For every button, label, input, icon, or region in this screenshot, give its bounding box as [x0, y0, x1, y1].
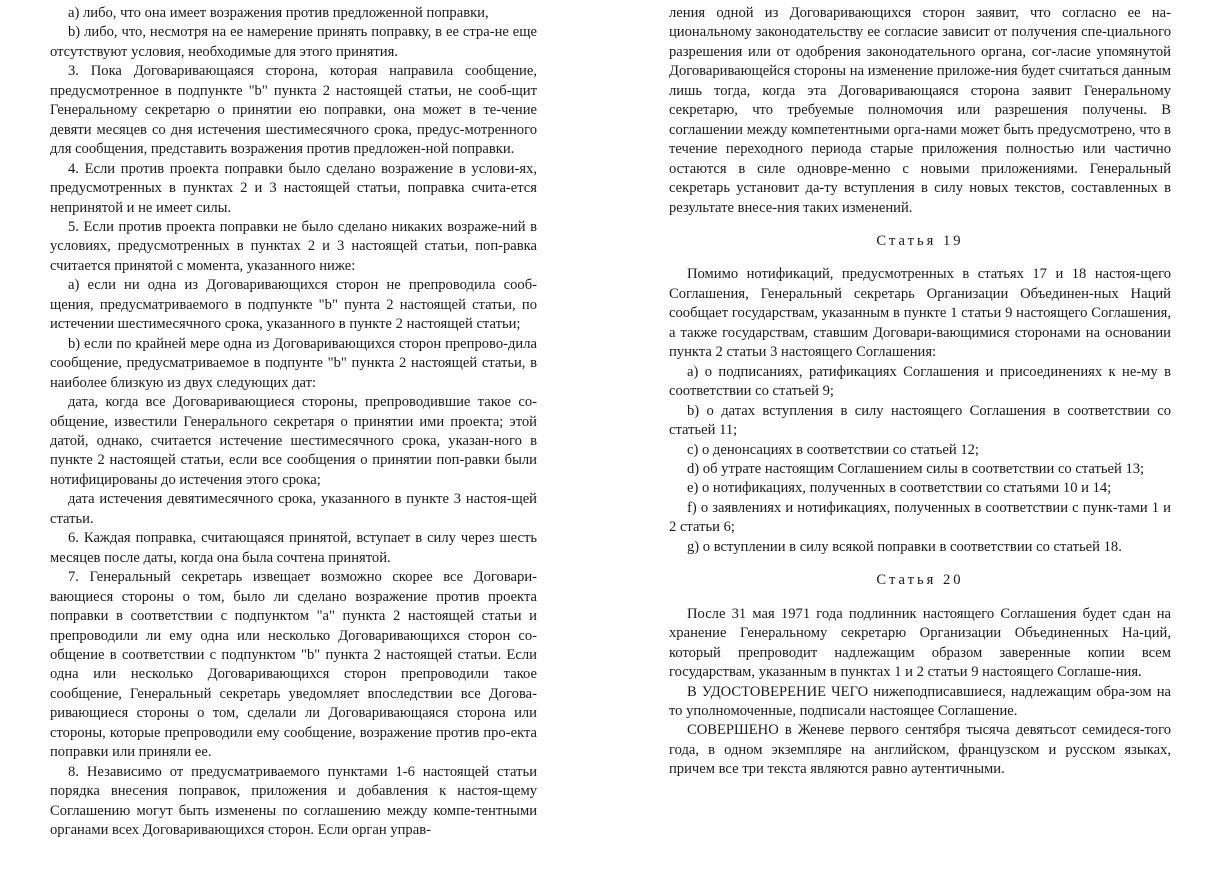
paragraph-8-continued: ления одной из Договаривающихся сторон заявит, что согласно ее на-циональному законодательству ее согласие зависит от получения спе-циального разрешения или от одобрения законодательного органа, сог-ласие упомянутой Договаривающейся стороны на изменение приложе-ния будет считаться данным лишь тогда, когда эта Договаривающаяся сторона заявит Генеральному секретарю, что требуемые полномочия или разрешения получены. В соглашении между компетентными орга-нами может быть предусмотрено, что в течение переходного периода старые приложения полностью или частично остаются в силе одновре-менно с новыми приложениями. Генеральный секретарь установит да-ту вступления в силу новых текстов, составленных в результате внесе-ния таких изменений.	[669, 5, 1171, 216]
article-19-lead: Помимо нотификаций, предусмотренных в статьях 17 и 18 настоя-щего Соглашения, Генеральный секретарь Организации Объединен-ных Наций сообщает государствам, указанным в пункте 1 статьи 9 настоящего Соглашения, а также государствам, ставшим Договари-вающимися сторонами на основании пункта 2 статьи 3 настоящего Соглашения:	[669, 266, 1171, 361]
article-20-heading: Статья 20	[876, 572, 964, 589]
article-19-item-a: a) о подписаниях, ратификациях Соглашения и присоединениях к не-му в соответствии со статьей 9;	[669, 363, 1171, 400]
paragraph-5: 5. Если против проекта поправки не было сделано никаких возраже-ний в условиях, предусмотренных в пунктах 2 и 3 настоящей статьи, поп-равка считается принятой с момента, указанного ниже:	[50, 218, 537, 274]
paragraph-a-objection: a) либо, что она имеет возражения против предложенной поправки,	[68, 5, 489, 21]
paragraph-7: 7. Генеральный секретарь извещает возможно скорее все Договари-вающиеся стороны о том, было ли сделано возражение против проекта поправки в соответствии с подпунктом "a" пункта 2 настоящей статьи и препроводили ли ему одна или несколько Договаривающихся сторон со-общение в соответствии с подпунктом "b" пункта 2 настоящей статьи. Если одна или несколько Договаривающихся сторон препроводили такое сообщение, Генеральный секретарь уведомляет впоследствии все Догова-ривающиеся стороны о том, сделали ли Договаривающаяся сторона или стороны, которые препроводили ему сообщение, возражение против про-екта поправки или приняли ее.	[50, 569, 537, 761]
article-19-item-g: g) о вступлении в силу всякой поправки в соответствии со статьей 18.	[687, 538, 1122, 555]
article-19-item-c: c) о денонсациях в соответствии со статьей 12;	[687, 441, 979, 458]
article-19-heading: Статья 19	[876, 232, 964, 249]
paragraph-5a: a) если ни одна из Договаривающихся сторон не препроводила сооб-щения, предусматриваемого в подпункте "b" пунта 2 настоящей статьи, по истечении шестимесячного срока, указанного в пункте 2 настоящей статьи;	[50, 277, 537, 333]
article-19-item-d: d) об утрате настоящим Соглашением силы в соответствии со статьей 13;	[687, 460, 1145, 477]
paragraph-5b-date-1: дата, когда все Договаривающиеся стороны, препроводившие такое со-общение, известили Генерального секретаря о принятии ими проекта; этой датой, однако, считается истечение шестимесячного срока, указан-ного в пункте 2 настоящей статьи, если все сообщения о принятии поп-равки были нотифицированы до истечения этого срока;	[50, 394, 537, 488]
right-page	[669, 4, 1171, 780]
paragraph-4: 4. Если против проекта поправки было сделано возражение в услови-ях, предусмотренных в пунктах 2 и 3 настоящей статьи, поправка счита-ется непринятой и не имеет силы.	[50, 160, 537, 216]
paragraph-5b: b) если по крайней мере одна из Договаривающихся сторон препрово-дила сообщение, предусматриваемое в подпунте "b" пункта 2 настоящей статьи, в наиболее близкую из двух следующих дат:	[50, 335, 537, 391]
paragraph-3: 3. Пока Договаривающаяся сторона, которая направила сообщение, предусмотренное в подпункте "b" пункта 2 настоящей статьи, не сооб-щит Генеральному секретарю о принятии ею поправки, она может в те-чение девяти месяцев со дня истечения шестимесячного срока, предус-мотренного для сообщения, представить возражения против предложен-ной поправки.	[50, 63, 537, 158]
paragraph-5b-date-2: дата истечения девятимесячного срока, указанного в пункте 3 настоя-щей статьи.	[50, 491, 537, 527]
article-20-in-witness: В УДОСТОВЕРЕНИЕ ЧЕГО нижеподписавшиеся, надлежащим обра-зом на то уполномоченные, подписали настоящее Соглашение.	[669, 683, 1171, 719]
article-19-item-b: b) о датах вступления в силу настоящего Соглашения в соответствии со статьей 11;	[669, 402, 1171, 439]
article-19-item-e: e) о нотификациях, полученных в соответствии со статьями 10 и 14;	[687, 480, 1112, 497]
paragraph-b-conditions: b) либо, что, несмотря на ее намерение принять поправку, в ее стра-не еще отсутствуют условия, необходимые для этого принятия.	[50, 24, 537, 60]
paragraph-8: 8. Независимо от предусматриваемого пунктами 1-6 настоящей статьи порядка внесения поправок, приложения и добавления к настоя-щему Соглашению могут быть изменены по соглашению между компе-тентными органами всех Договаривающихся сторон. Если орган управ-	[50, 763, 537, 839]
article-19-item-f: f) о заявлениях и нотификациях, полученных в соответствии с пунк-тами 1 и 2 статьи 6;	[669, 499, 1171, 536]
article-20-deposit: После 31 мая 1971 года подлинник настоящего Соглашения будет сдан на хранение Генеральному секретарю Организации Объединенных На-ций, который препроводит надлежащим образом заверенные копии всем государствам, указанным в пунктах 1 и 2 статьи 9 настоящего Соглаше-ния.	[669, 605, 1171, 681]
left-page	[50, 4, 537, 840]
paragraph-6: 6. Каждая поправка, считающаяся принятой, вступает в силу через шесть месяцев после даты, когда она была сочтена принятой.	[50, 530, 537, 566]
article-20-done-at: СОВЕРШЕНО в Женеве первого сентября тысяча девятьсот семидеся-того года, в одном экземпляре на английском, французском и русском языках, причем все три текста являются равно аутентичными.	[669, 722, 1171, 778]
